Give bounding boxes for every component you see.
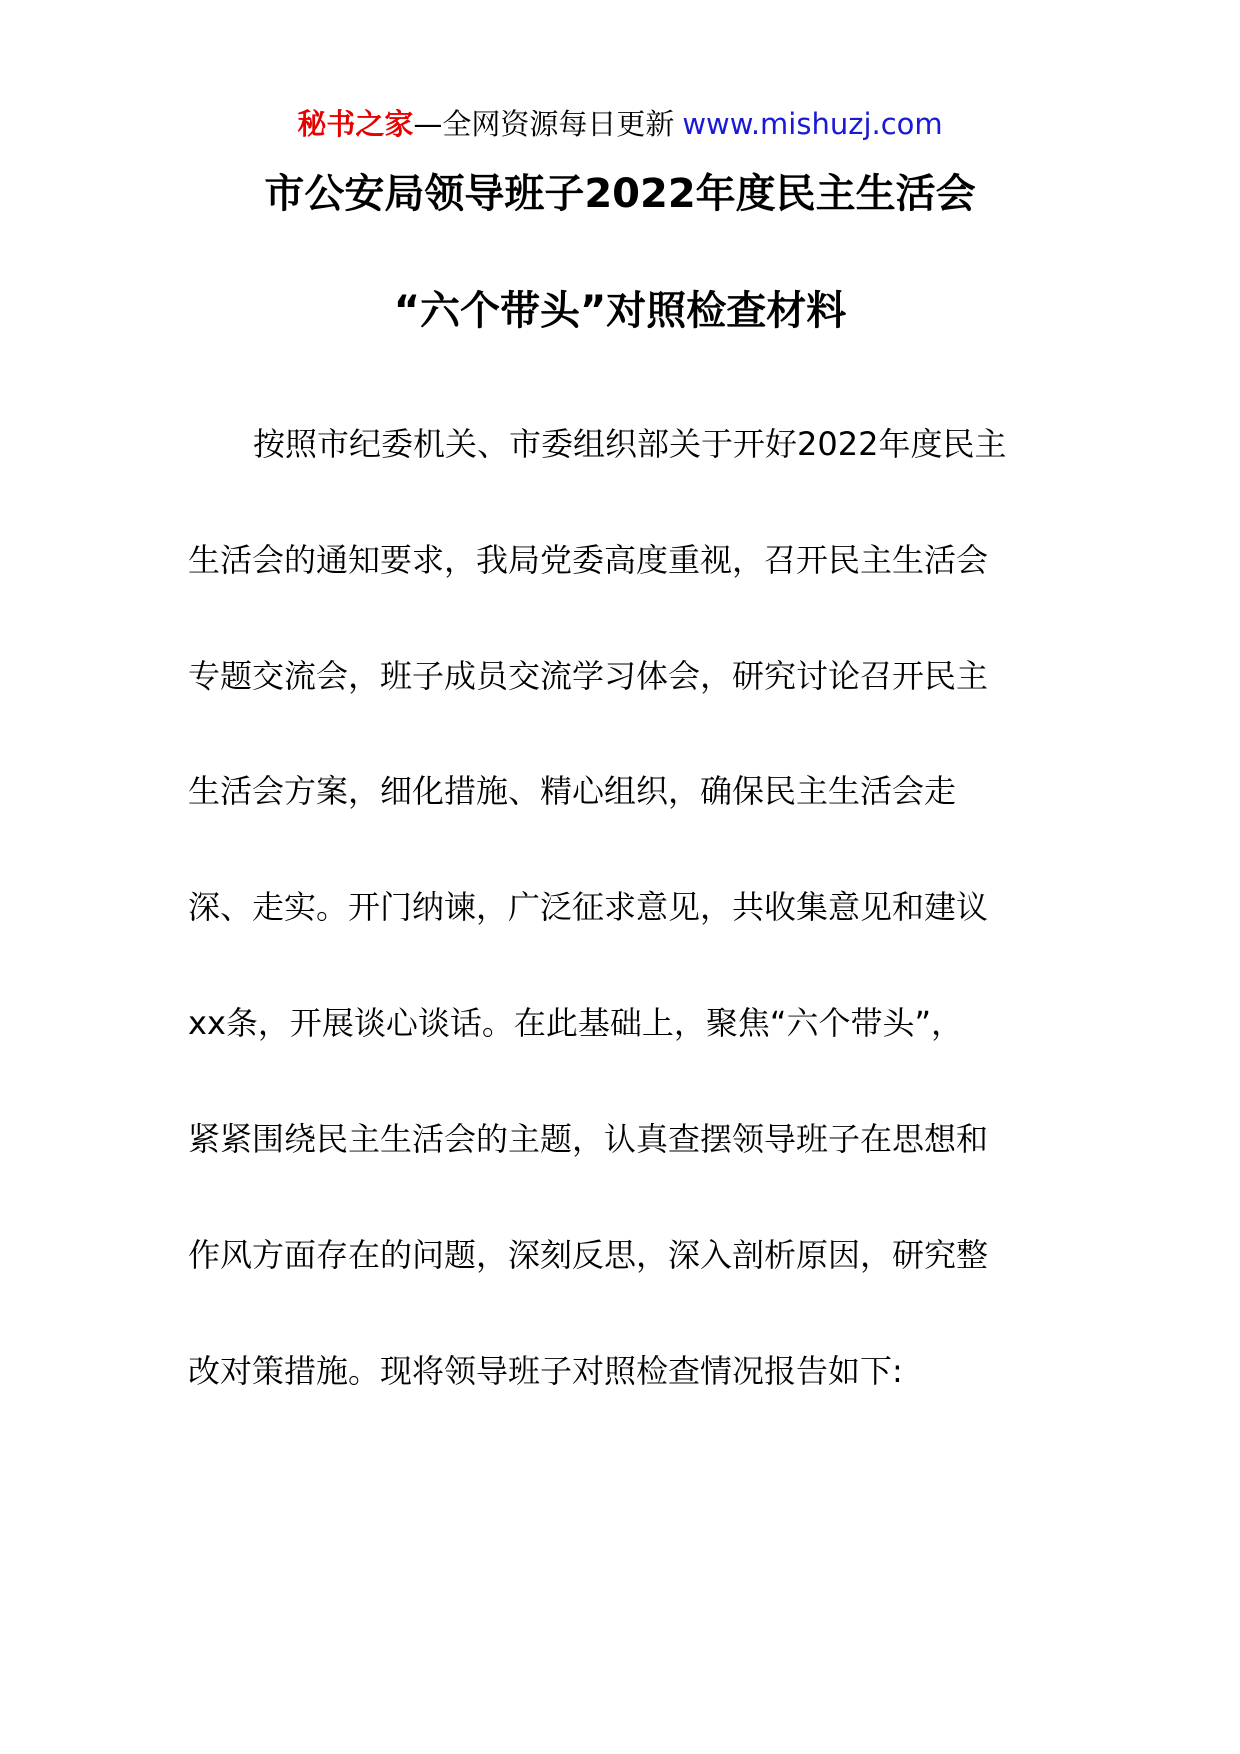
body-text-line: 专题交流会，班子成员交流学习体会，研究讨论召开民主 (188, 657, 989, 695)
site-header (0, 104, 1240, 144)
site-url-link[interactable]: www.mishuzj.com (682, 107, 943, 141)
body-text-line: 生活会方案，细化措施、精心组织，确保民主生活会走 (188, 772, 957, 810)
header-slogan: —全网资源每日更新 (413, 107, 675, 141)
brand-name: 秘书之家 (297, 107, 414, 141)
document-title-line-2: “六个带头”对照检查材料 (393, 288, 847, 334)
body-text-line: 深、走实。开门纳谏，广泛征求意见，共收集意见和建议 (188, 888, 989, 926)
body-text-line: 紧紧围绕民主生活会的主题，认真查摆领导班子在思想和 (188, 1120, 989, 1158)
body-text-line: 改对策措施。现将领导班子对照检查情况报告如下: (188, 1352, 903, 1390)
body-text-line: 按照市纪委机关、市委组织部关于开好2022年度民主 (253, 425, 1007, 463)
document-title-line-1: 市公安局领导班子2022年度民主生活会 (264, 171, 976, 217)
body-text-line: 生活会的通知要求，我局党委高度重视，召开民主生活会 (188, 541, 989, 579)
body-text-line: xx条，开展谈心谈话。在此基础上，聚焦“六个带头”， (188, 1004, 964, 1042)
body-text-line: 作风方面存在的问题，深刻反思，深入剖析原因，研究整 (188, 1236, 989, 1274)
